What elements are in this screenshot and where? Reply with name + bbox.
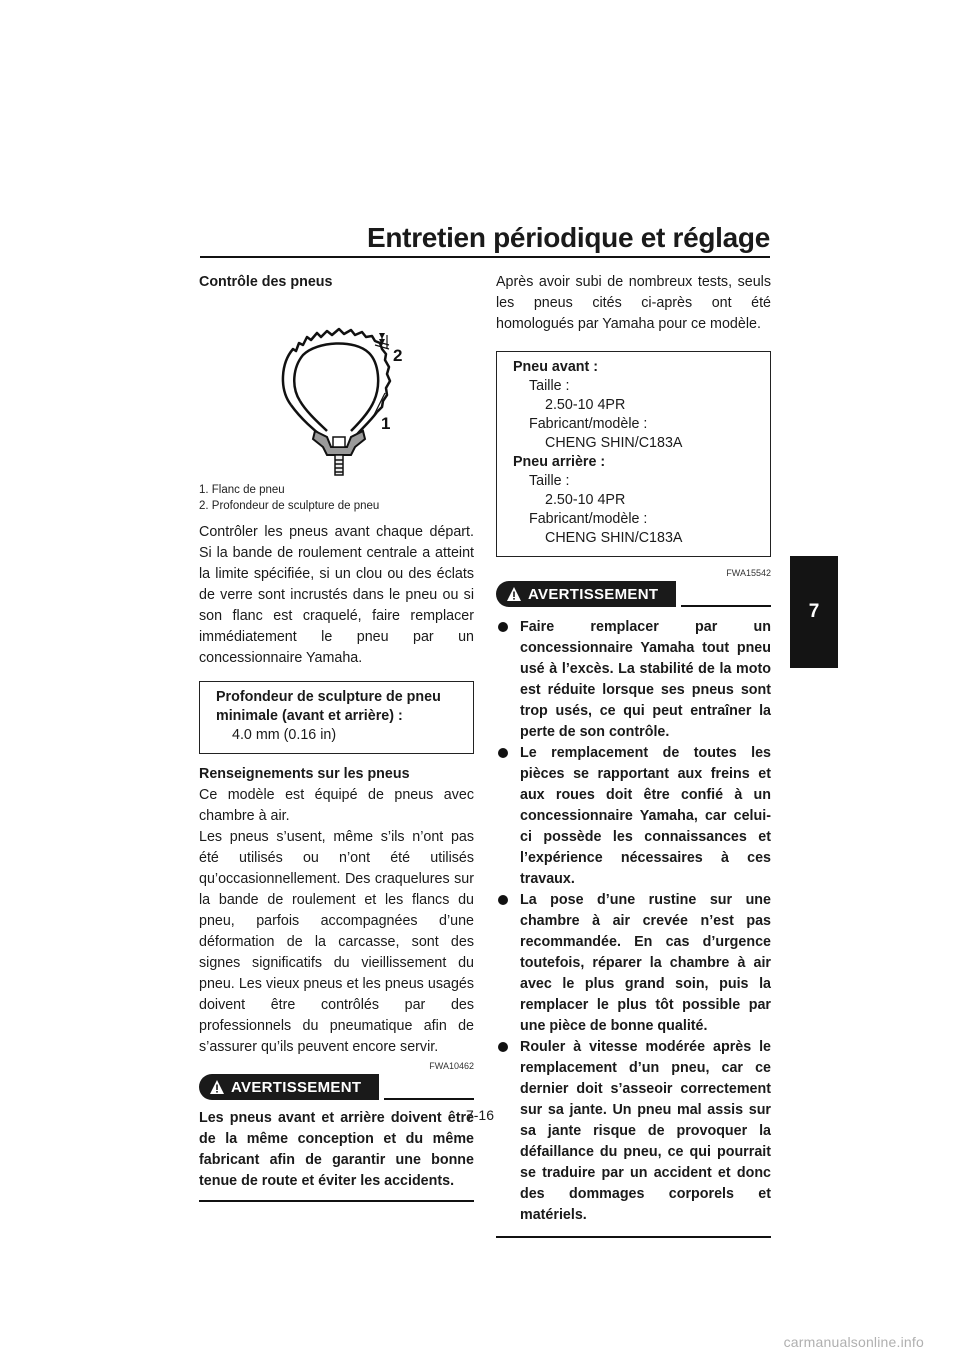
figure-captions (199, 482, 474, 514)
warning-label-2: AVERTISSEMENT (528, 585, 659, 603)
info-paragraph-1: Ce modèle est équipé de pneus avec chambre à air. (199, 787, 474, 824)
rear-tire-title: Pneu arrière : (513, 454, 606, 470)
bullet-text-4: Rouler à vitesse modérée après le remplacement d’un pneu, car ce dernier doit s’asseoir correctement sur sa jante. Un pneu mal assis sur sa jante risque de provoquer la défaillance du pneu, ce qui pourrait se traduire par un accident et donc des dommages corporels et matériels. (520, 1039, 771, 1223)
list-item (496, 743, 771, 890)
info-title: Renseignements sur les pneus (199, 766, 410, 782)
warning-end-rule (199, 1200, 474, 1202)
caption-1: 1. Flanc de pneu (199, 484, 285, 496)
warning-header-2 (496, 581, 771, 609)
watermark: carmanualsonline.info (783, 1334, 924, 1350)
warning-end-rule-2 (496, 1236, 771, 1238)
bullet-text-3: La pose d’une rustine sur une chambre à air crevée n’est pas recommandée. En cas d’urgence toutefois, réparer la chambre à air avec le plus grand soin, puis la remplacer le plus tôt possible par une pièce de bonne qualité. (520, 892, 771, 1034)
warning-bullet-list (496, 617, 771, 1226)
bullet-dot (498, 622, 508, 632)
right-column (496, 272, 771, 1238)
front-tire-title: Pneu avant : (513, 359, 599, 375)
info-paragraph-2: Les pneus s’usent, même s’ils n’ont pas été utilisés ou n’ont été utilisés qu’occasionnellement. Des craquelures sur la bande de roulement et les flancs du pneu, parfois accompagnées d’une déformation de la carcasse, sont des signes significatifs du vieillissement du pneu. Les vieux pneus et les pneus usagés doivent être contrôlés par des professionnels du pneumatique afin de s’assurer qu’ils peuvent encore servir. (199, 829, 474, 1055)
rear-size-value: 2.50-10 4PR (545, 492, 626, 508)
section-title: Contrôle des pneus (199, 274, 333, 290)
front-size-value: 2.50-10 4PR (545, 397, 626, 413)
warning-rule-2 (681, 605, 771, 607)
figure-label-2: 2 (393, 346, 403, 365)
rear-size-label: Taille : (529, 473, 570, 489)
warning-code: FWA10462 (429, 1061, 474, 1071)
bullet-dot (498, 895, 508, 905)
list-item (496, 1037, 771, 1226)
min-depth-spec-box (199, 681, 474, 754)
spec-title: Profondeur de sculpture de pneu minimale (avant et arrière) : (216, 689, 441, 724)
warning-header (199, 1074, 474, 1102)
bullet-text-2: Le remplacement de toutes les pièces se rapportant aux freins et aux roues doit être confié à un concessionnaire Yamaha, car celui-ci possède les connaissances et l’expérience nécessaires à ces travaux. (520, 745, 771, 887)
tire-cross-section-illustration (199, 297, 474, 482)
left-column (199, 272, 474, 1202)
warning-triangle-icon (506, 586, 522, 602)
tire-figure (199, 297, 474, 482)
warning-code-2: FWA15542 (726, 568, 771, 578)
warning-triangle-icon (209, 1079, 225, 1095)
warning-badge-2 (496, 581, 676, 607)
list-item (496, 617, 771, 743)
rear-maker-value: CHENG SHIN/C183A (545, 530, 683, 546)
list-item (496, 890, 771, 1037)
front-maker-label: Fabricant/modèle : (529, 416, 648, 432)
bullet-dot (498, 1042, 508, 1052)
bullet-text-1: Faire remplacer par un concessionnaire Yamaha tout pneu usé à l’excès. La stabilité de la moto est réduite lorsque ses pneus sont trop usés, ce qui peut entraîner la perte de son contrôle. (520, 619, 771, 740)
approved-tires-paragraph: Après avoir subi de nombreux tests, seuls les pneus cités ci-après ont été homologués par Yamaha pour ce modèle. (496, 274, 771, 332)
tire-check-paragraph: Contrôler les pneus avant chaque départ. Si la bande de roulement centrale a atteint la limite spécifiée, si un clou ou des éclats de verre sont incrustés dans le pneu ou si son flanc est craquelé, faire remplacer immédiatement le pneu par un concessionnaire Yamaha. (199, 524, 474, 666)
chapter-tab: 7 (790, 556, 838, 668)
header-rule (200, 256, 770, 258)
front-size-label: Taille : (529, 378, 570, 394)
page-number: 7-16 (465, 1107, 495, 1123)
front-maker-value: CHENG SHIN/C183A (545, 435, 683, 451)
spec-value: 4.0 mm (0.16 in) (232, 727, 337, 743)
warning-badge (199, 1074, 379, 1100)
rear-maker-label: Fabricant/modèle : (529, 511, 648, 527)
warning-rule (384, 1098, 474, 1100)
figure-label-1: 1 (381, 414, 391, 433)
caption-2: 2. Profondeur de sculpture de pneu (199, 500, 380, 512)
page-title: Entretien périodique et réglage (366, 222, 770, 253)
bullet-dot (498, 748, 508, 758)
warning-text: Les pneus avant et arrière doivent être de la même conception et du même fabricant afin de garantir une bonne tenue de route et éviter les accidents. (199, 1110, 474, 1189)
tire-spec-box (496, 351, 771, 557)
warning-label: AVERTISSEMENT (231, 1078, 362, 1096)
